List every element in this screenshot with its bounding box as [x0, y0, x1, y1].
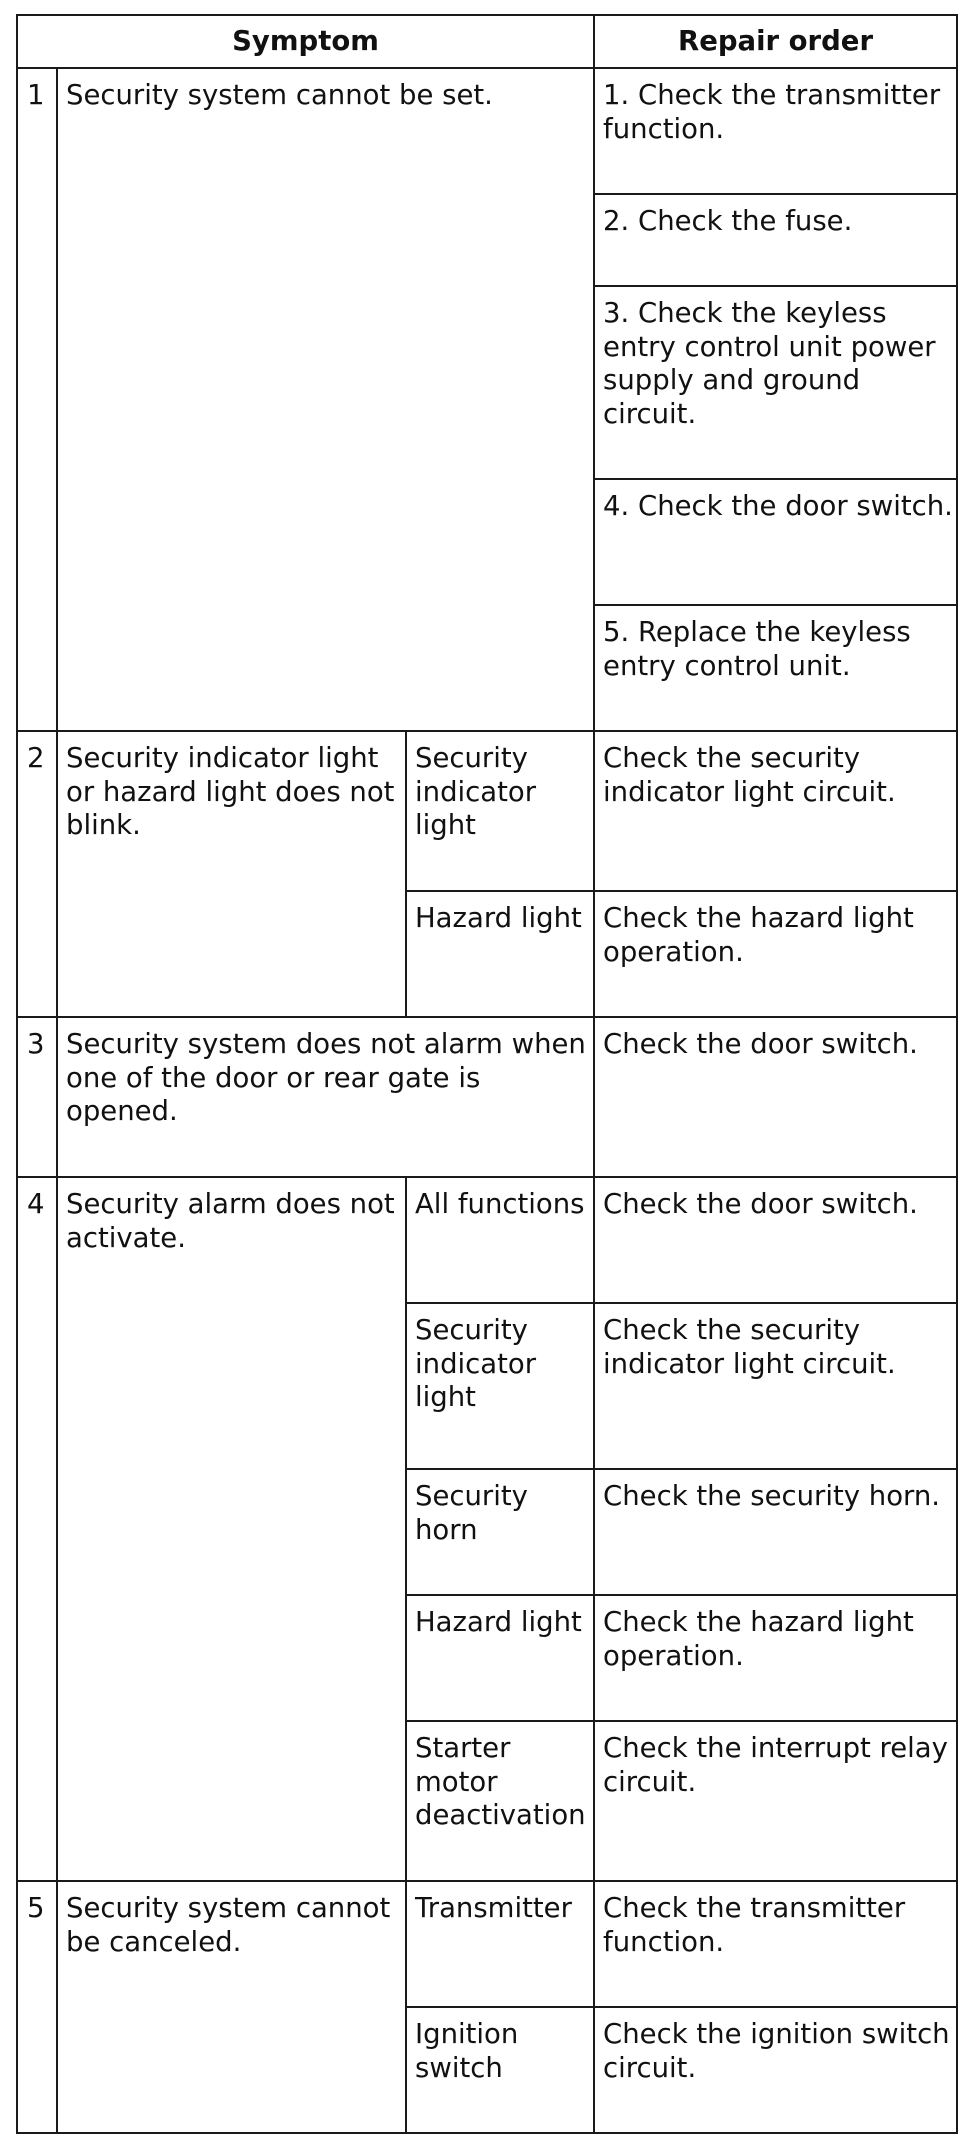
header-row [17, 15, 957, 68]
repair-step-cell: 2. Check the fuse. [594, 194, 957, 286]
symptom-column-header: Symptom [17, 15, 594, 68]
repair-step-cell: Check the security horn. [594, 1469, 957, 1595]
repair-order-column-header: Repair order [594, 15, 957, 68]
repair-step-cell: Check the ignition switch circuit. [594, 2007, 957, 2133]
repair-step-cell: 5. Replace the keyless entry control unit. [594, 605, 957, 731]
sub-item-cell: All functions [406, 1177, 594, 1303]
sub-item-cell: Security horn [406, 1469, 594, 1595]
sub-item-cell: Ignition switch [406, 2007, 594, 2133]
row-number: 1 [17, 68, 57, 731]
table-row [17, 731, 957, 891]
symptom-cell: Security system cannot be set. [57, 68, 594, 731]
symptom-cell: Security indicator light or hazard light does not blink. [57, 731, 406, 1017]
symptom-cell: Security system cannot be canceled. [57, 1881, 406, 2133]
repair-step-cell: Check the transmitter function. [594, 1881, 957, 2007]
troubleshooting-table [16, 14, 958, 2134]
table-row [17, 1017, 957, 1177]
repair-step-cell: Check the security indicator light circuit. [594, 731, 957, 891]
repair-step-cell: 4. Check the door switch. [594, 479, 957, 605]
repair-step-cell: Check the hazard light operation. [594, 891, 957, 1017]
row-number: 2 [17, 731, 57, 1017]
table-row [17, 68, 957, 194]
sub-item-cell: Security indicator light [406, 731, 594, 891]
row-number: 5 [17, 1881, 57, 2133]
sub-item-cell: Starter motor deactivation [406, 1721, 594, 1881]
repair-step-cell: 1. Check the transmitter function. [594, 68, 957, 194]
symptom-cell: Security alarm does not activate. [57, 1177, 406, 1881]
table-row [17, 1177, 957, 1303]
repair-step-cell: Check the interrupt relay circuit. [594, 1721, 957, 1881]
sub-item-cell: Hazard light [406, 1595, 594, 1721]
repair-step-cell: Check the hazard light operation. [594, 1595, 957, 1721]
repair-step-cell: Check the door switch. [594, 1177, 957, 1303]
sub-item-cell: Transmitter [406, 1881, 594, 2007]
symptom-cell: Security system does not alarm when one of the door or rear gate is opened. [57, 1017, 594, 1177]
repair-step-cell: 3. Check the keyless entry control unit power supply and ground circuit. [594, 286, 957, 479]
table-row [17, 1881, 957, 2007]
row-number: 3 [17, 1017, 57, 1177]
repair-step-cell: Check the security indicator light circuit. [594, 1303, 957, 1469]
sub-item-cell: Security indicator light [406, 1303, 594, 1469]
sub-item-cell: Hazard light [406, 891, 594, 1017]
repair-step-cell: Check the door switch. [594, 1017, 957, 1177]
row-number: 4 [17, 1177, 57, 1881]
